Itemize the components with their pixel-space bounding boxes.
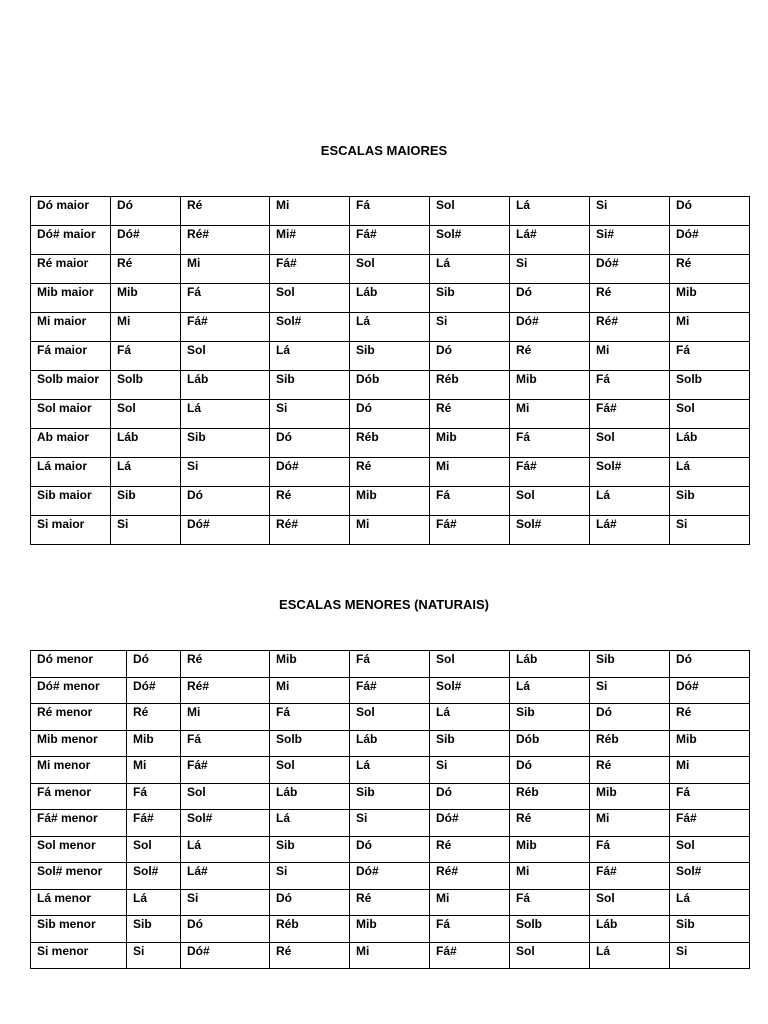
- note-cell: Sol: [430, 197, 510, 226]
- note-cell: Sol#: [430, 677, 510, 704]
- note-cell: Lá#: [510, 226, 590, 255]
- table-row: [31, 313, 750, 342]
- note-cell: Fá#: [590, 863, 670, 890]
- note-cell: Sib: [127, 916, 181, 943]
- table-row: [31, 810, 750, 837]
- major-scales-title: ESCALAS MAIORES: [320, 143, 448, 158]
- note-cell: Si: [590, 197, 670, 226]
- note-cell: Ré: [590, 757, 670, 784]
- note-cell: Lá: [111, 458, 181, 487]
- note-cell: Mi: [670, 757, 750, 784]
- note-cell: Lá: [510, 197, 590, 226]
- note-cell: Mib: [510, 836, 590, 863]
- note-cell: Dó#: [590, 255, 670, 284]
- note-cell: Mib: [127, 730, 181, 757]
- note-cell: Dó#: [670, 226, 750, 255]
- note-cell: Láb: [350, 730, 430, 757]
- note-cell: Sol: [350, 255, 430, 284]
- note-cell: Si: [430, 313, 510, 342]
- note-cell: Ré#: [430, 863, 510, 890]
- note-cell: Ré: [430, 836, 510, 863]
- note-cell: Réb: [270, 916, 350, 943]
- note-cell: Lá: [350, 313, 430, 342]
- major-scales-table: [30, 196, 750, 545]
- note-cell: Sol: [590, 429, 670, 458]
- note-cell: Mi: [350, 942, 430, 969]
- note-cell: Lá: [270, 342, 350, 371]
- note-cell: Fá#: [181, 313, 270, 342]
- note-cell: Láb: [111, 429, 181, 458]
- note-cell: Sol: [430, 651, 510, 678]
- scale-name-cell: Sib menor: [31, 916, 127, 943]
- note-cell: Fá#: [350, 226, 430, 255]
- note-cell: Mi: [430, 889, 510, 916]
- note-cell: Mib: [270, 651, 350, 678]
- note-cell: Sol: [270, 757, 350, 784]
- note-cell: Solb: [270, 730, 350, 757]
- note-cell: Mi: [590, 342, 670, 371]
- note-cell: Dó#: [350, 863, 430, 890]
- note-cell: Dó: [430, 342, 510, 371]
- table-row: [31, 836, 750, 863]
- note-cell: Lá: [270, 810, 350, 837]
- note-cell: Dó: [350, 400, 430, 429]
- note-cell: Sol#: [270, 313, 350, 342]
- note-cell: Mi: [270, 677, 350, 704]
- note-cell: Mi: [350, 516, 430, 545]
- note-cell: Dó#: [430, 810, 510, 837]
- note-cell: Dó#: [111, 226, 181, 255]
- note-cell: Ré#: [590, 313, 670, 342]
- note-cell: Fá#: [270, 255, 350, 284]
- note-cell: Lá: [670, 889, 750, 916]
- note-cell: Ré: [181, 197, 270, 226]
- note-cell: Mib: [350, 916, 430, 943]
- note-cell: Sol: [181, 342, 270, 371]
- minor-scales-title: ESCALAS MENORES (NATURAIS): [279, 597, 489, 612]
- table-row: [31, 942, 750, 969]
- note-cell: Lá: [510, 677, 590, 704]
- note-cell: Láb: [270, 783, 350, 810]
- scale-name-cell: Fá menor: [31, 783, 127, 810]
- note-cell: Mib: [590, 783, 670, 810]
- table-row: [31, 651, 750, 678]
- table-row: [31, 255, 750, 284]
- note-cell: Dó#: [270, 458, 350, 487]
- note-cell: Si: [430, 757, 510, 784]
- note-cell: Lá: [590, 487, 670, 516]
- note-cell: Láb: [350, 284, 430, 313]
- note-cell: Ré: [350, 458, 430, 487]
- note-cell: Ré: [127, 704, 181, 731]
- note-cell: Si: [270, 863, 350, 890]
- note-cell: Dó: [670, 651, 750, 678]
- note-cell: Lá#: [181, 863, 270, 890]
- note-cell: Si: [111, 516, 181, 545]
- note-cell: Sol: [590, 889, 670, 916]
- note-cell: Dó: [510, 284, 590, 313]
- note-cell: Ré: [670, 704, 750, 731]
- note-cell: Mi: [510, 863, 590, 890]
- scale-name-cell: Lá menor: [31, 889, 127, 916]
- table-row: [31, 704, 750, 731]
- scale-name-cell: Ab maior: [31, 429, 111, 458]
- note-cell: Réb: [510, 783, 590, 810]
- note-cell: Sol: [510, 942, 590, 969]
- note-cell: Mi: [270, 197, 350, 226]
- note-cell: Fá#: [127, 810, 181, 837]
- scale-name-cell: Sol maior: [31, 400, 111, 429]
- table-row: [31, 730, 750, 757]
- scale-name-cell: Mi menor: [31, 757, 127, 784]
- note-cell: Dób: [350, 371, 430, 400]
- scale-name-cell: Si maior: [31, 516, 111, 545]
- note-cell: Sib: [270, 371, 350, 400]
- note-cell: Mi: [111, 313, 181, 342]
- table-row: [31, 284, 750, 313]
- note-cell: Si#: [590, 226, 670, 255]
- table-row: [31, 916, 750, 943]
- note-cell: Dó: [270, 429, 350, 458]
- table-row: [31, 226, 750, 255]
- note-cell: Si: [510, 255, 590, 284]
- note-cell: Solb: [510, 916, 590, 943]
- scale-name-cell: Mi maior: [31, 313, 111, 342]
- note-cell: Dó: [430, 783, 510, 810]
- note-cell: Fá: [510, 889, 590, 916]
- note-cell: Mi: [181, 704, 270, 731]
- note-cell: Sib: [350, 342, 430, 371]
- note-cell: Solb: [111, 371, 181, 400]
- note-cell: Fá#: [430, 942, 510, 969]
- note-cell: Lá: [127, 889, 181, 916]
- note-cell: Dó: [181, 916, 270, 943]
- note-cell: Sib: [430, 730, 510, 757]
- note-cell: Fá: [590, 836, 670, 863]
- note-cell: Sib: [670, 487, 750, 516]
- table-row: [31, 342, 750, 371]
- note-cell: Fá: [430, 487, 510, 516]
- scale-name-cell: Sib maior: [31, 487, 111, 516]
- note-cell: Ré: [510, 810, 590, 837]
- note-cell: Sol: [350, 704, 430, 731]
- note-cell: Mi: [127, 757, 181, 784]
- note-cell: Fá: [350, 651, 430, 678]
- note-cell: Dó#: [181, 942, 270, 969]
- note-cell: Láb: [670, 429, 750, 458]
- note-cell: Dó: [181, 487, 270, 516]
- note-cell: Fá: [590, 371, 670, 400]
- note-cell: Dó: [510, 757, 590, 784]
- note-cell: Lá: [350, 757, 430, 784]
- note-cell: Lá: [181, 836, 270, 863]
- note-cell: Sol: [270, 284, 350, 313]
- note-cell: Sib: [590, 651, 670, 678]
- note-cell: Lá: [670, 458, 750, 487]
- scale-name-cell: Fá maior: [31, 342, 111, 371]
- note-cell: Sib: [430, 284, 510, 313]
- note-cell: Ré#: [181, 226, 270, 255]
- note-cell: Fá: [430, 916, 510, 943]
- note-cell: Si: [270, 400, 350, 429]
- scale-name-cell: Dó# menor: [31, 677, 127, 704]
- note-cell: Sol: [670, 836, 750, 863]
- scale-name-cell: Lá maior: [31, 458, 111, 487]
- scale-name-cell: Mib maior: [31, 284, 111, 313]
- note-cell: Fá: [127, 783, 181, 810]
- note-cell: Dó: [270, 889, 350, 916]
- note-cell: Fá: [181, 730, 270, 757]
- note-cell: Sol#: [590, 458, 670, 487]
- note-cell: Si: [181, 458, 270, 487]
- scale-name-cell: Ré maior: [31, 255, 111, 284]
- note-cell: Sib: [350, 783, 430, 810]
- note-cell: Lá: [430, 255, 510, 284]
- note-cell: Fá: [350, 197, 430, 226]
- scale-name-cell: Solb maior: [31, 371, 111, 400]
- scale-name-cell: Dó maior: [31, 197, 111, 226]
- note-cell: Lá: [430, 704, 510, 731]
- note-cell: Fá#: [181, 757, 270, 784]
- note-cell: Si: [181, 889, 270, 916]
- note-cell: Ré#: [181, 677, 270, 704]
- note-cell: Ré: [111, 255, 181, 284]
- note-cell: Fá: [181, 284, 270, 313]
- note-cell: Si: [670, 516, 750, 545]
- note-cell: Fá#: [670, 810, 750, 837]
- note-cell: Ré: [181, 651, 270, 678]
- note-cell: Ré: [590, 284, 670, 313]
- note-cell: Sol#: [430, 226, 510, 255]
- note-cell: Dó: [350, 836, 430, 863]
- note-cell: Láb: [510, 651, 590, 678]
- note-cell: Mib: [430, 429, 510, 458]
- note-cell: Lá#: [590, 516, 670, 545]
- table-row: [31, 757, 750, 784]
- note-cell: Sol: [670, 400, 750, 429]
- note-cell: Réb: [590, 730, 670, 757]
- note-cell: Réb: [350, 429, 430, 458]
- scale-name-cell: Ré menor: [31, 704, 127, 731]
- note-cell: Solb: [670, 371, 750, 400]
- note-cell: Mi#: [270, 226, 350, 255]
- note-cell: Fá#: [590, 400, 670, 429]
- note-cell: Sol: [127, 836, 181, 863]
- note-cell: Dó: [590, 704, 670, 731]
- note-cell: Láb: [590, 916, 670, 943]
- table-row: [31, 677, 750, 704]
- major-scales-body: [31, 197, 750, 545]
- note-cell: Fá#: [430, 516, 510, 545]
- note-cell: Mib: [670, 284, 750, 313]
- scale-name-cell: Dó menor: [31, 651, 127, 678]
- note-cell: Ré: [510, 342, 590, 371]
- table-row: [31, 863, 750, 890]
- scale-name-cell: Si menor: [31, 942, 127, 969]
- note-cell: Dób: [510, 730, 590, 757]
- note-cell: Sib: [670, 916, 750, 943]
- table-row: [31, 516, 750, 545]
- note-cell: Sol: [510, 487, 590, 516]
- table-row: [31, 783, 750, 810]
- note-cell: Sib: [510, 704, 590, 731]
- note-cell: Mib: [350, 487, 430, 516]
- note-cell: Fá: [111, 342, 181, 371]
- note-cell: Sib: [270, 836, 350, 863]
- note-cell: Si: [670, 942, 750, 969]
- note-cell: Si: [590, 677, 670, 704]
- note-cell: Sol#: [127, 863, 181, 890]
- note-cell: Mi: [181, 255, 270, 284]
- note-cell: Sol#: [670, 863, 750, 890]
- note-cell: Si: [350, 810, 430, 837]
- table-row: [31, 429, 750, 458]
- note-cell: Sol: [111, 400, 181, 429]
- note-cell: Mib: [111, 284, 181, 313]
- note-cell: Fá: [270, 704, 350, 731]
- note-cell: Mi: [590, 810, 670, 837]
- table-row: [31, 458, 750, 487]
- scale-name-cell: Sol# menor: [31, 863, 127, 890]
- table-row: [31, 487, 750, 516]
- note-cell: Dó#: [670, 677, 750, 704]
- note-cell: Dó: [670, 197, 750, 226]
- table-row: [31, 400, 750, 429]
- note-cell: Ré: [270, 487, 350, 516]
- scale-name-cell: Sol menor: [31, 836, 127, 863]
- scale-name-cell: Fá# menor: [31, 810, 127, 837]
- note-cell: Sib: [181, 429, 270, 458]
- minor-scales-table: [30, 650, 750, 969]
- note-cell: Lá: [181, 400, 270, 429]
- note-cell: Dó: [127, 651, 181, 678]
- note-cell: Sol: [181, 783, 270, 810]
- note-cell: Ré: [350, 889, 430, 916]
- note-cell: Ré: [670, 255, 750, 284]
- table-row: [31, 889, 750, 916]
- note-cell: Fá: [510, 429, 590, 458]
- note-cell: Réb: [430, 371, 510, 400]
- note-cell: Fá: [670, 342, 750, 371]
- note-cell: Mi: [430, 458, 510, 487]
- note-cell: Dó: [111, 197, 181, 226]
- table-row: [31, 371, 750, 400]
- table-row: [31, 197, 750, 226]
- note-cell: Ré: [430, 400, 510, 429]
- note-cell: Fá#: [350, 677, 430, 704]
- note-cell: Ré: [270, 942, 350, 969]
- note-cell: Sol#: [510, 516, 590, 545]
- scale-name-cell: Mib menor: [31, 730, 127, 757]
- note-cell: Ré#: [270, 516, 350, 545]
- note-cell: Lá: [590, 942, 670, 969]
- note-cell: Mib: [510, 371, 590, 400]
- note-cell: Si: [127, 942, 181, 969]
- note-cell: Mib: [670, 730, 750, 757]
- note-cell: Sib: [111, 487, 181, 516]
- note-cell: Láb: [181, 371, 270, 400]
- minor-scales-body: [31, 651, 750, 969]
- note-cell: Dó#: [181, 516, 270, 545]
- note-cell: Mi: [510, 400, 590, 429]
- note-cell: Dó#: [510, 313, 590, 342]
- note-cell: Sol#: [181, 810, 270, 837]
- note-cell: Fá#: [510, 458, 590, 487]
- note-cell: Fá: [670, 783, 750, 810]
- note-cell: Mi: [670, 313, 750, 342]
- scale-name-cell: Dó# maior: [31, 226, 111, 255]
- note-cell: Dó#: [127, 677, 181, 704]
